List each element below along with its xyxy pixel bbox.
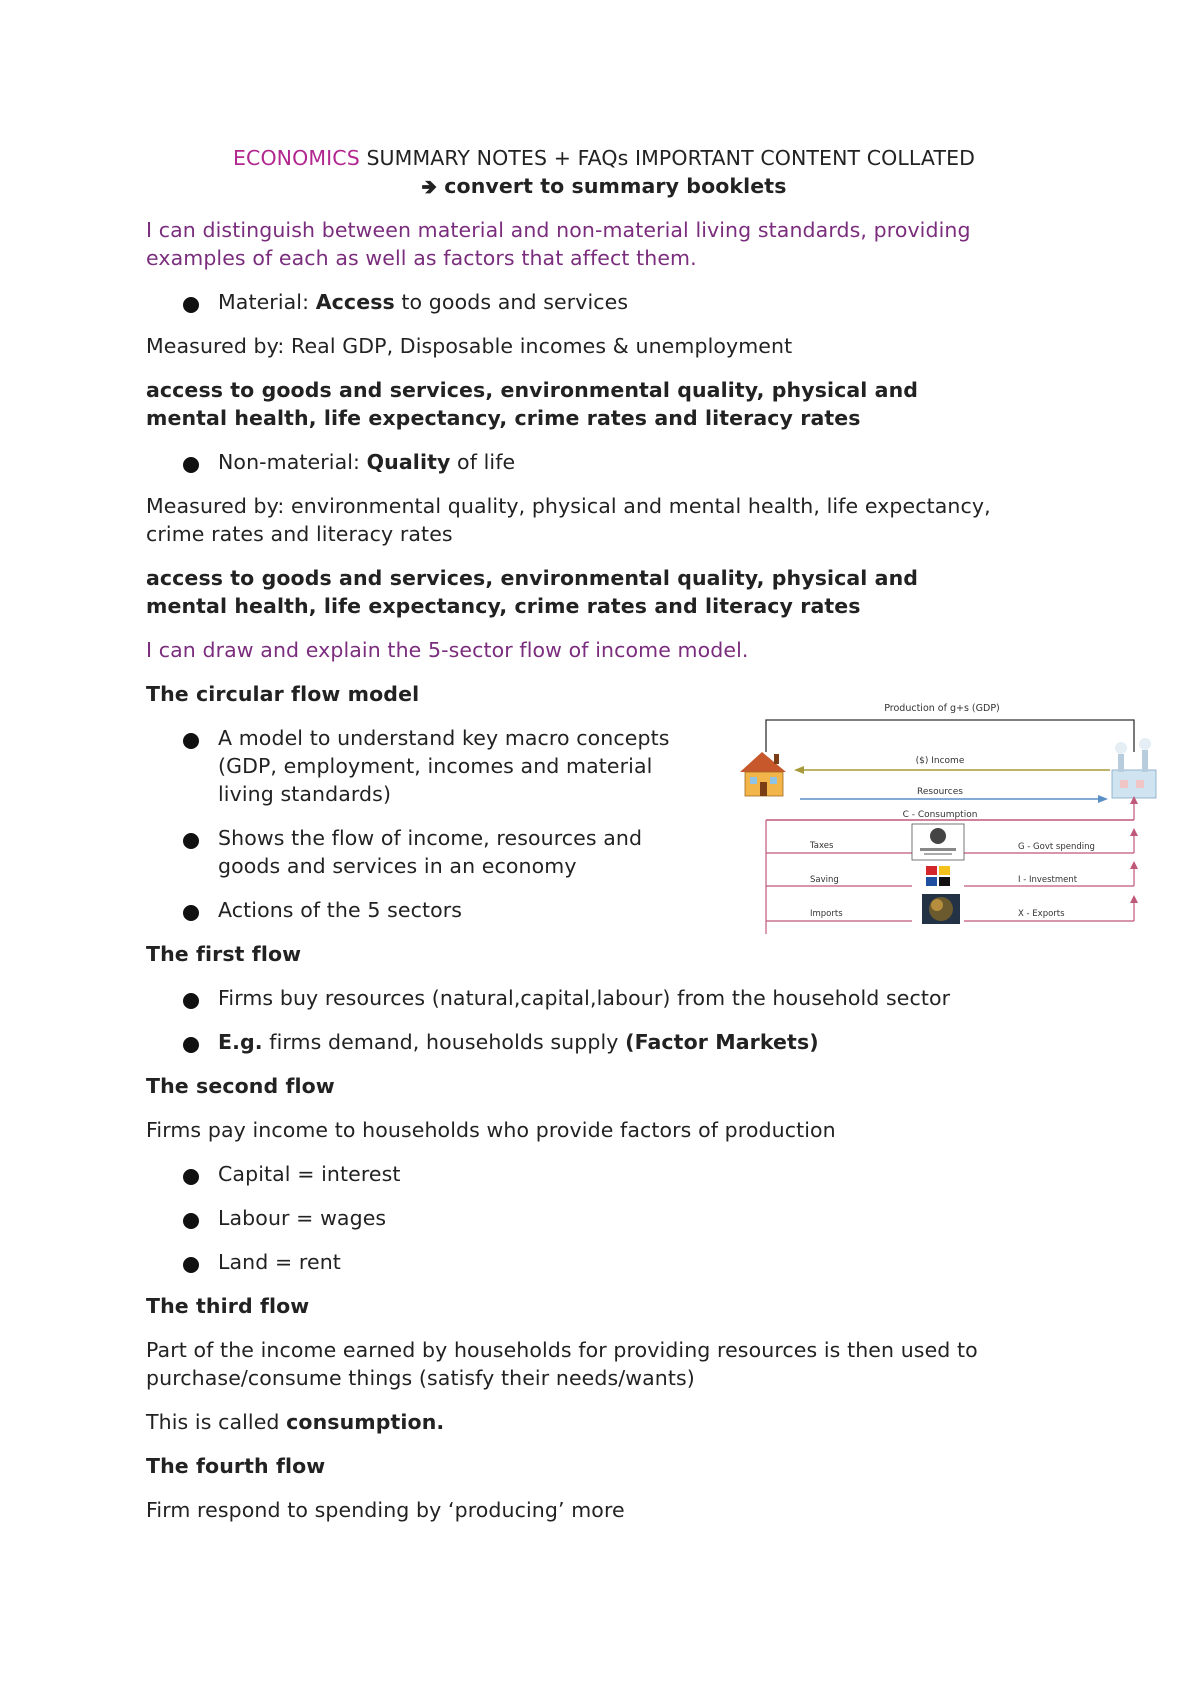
bullet-icon [183, 297, 199, 313]
globe-overseas-icon [922, 894, 960, 924]
bullet-icon [183, 833, 199, 849]
investment-arrowhead [1130, 861, 1138, 869]
nonmaterial-bullet: Non-material: Quality of life [218, 450, 516, 474]
diagram-exports-label: X - Exports [1018, 909, 1065, 919]
second-flow-bullet-capital: Capital = interest [218, 1162, 401, 1186]
heading-third-flow: The third flow [146, 1294, 310, 1318]
goal-statement-1-line1: I can distinguish between material and non-material living standards, providing [146, 218, 971, 242]
bank-logos-icon [926, 866, 950, 886]
diagram-investment-label: I - Investment [1018, 875, 1078, 885]
third-flow-line1: Part of the income earned by households for providing resources is then used to [146, 1338, 978, 1362]
material-measured: Measured by: Real GDP, Disposable incomes & unemployment [146, 334, 793, 358]
heading-second-flow: The second flow [146, 1074, 335, 1098]
material-bold-line2: mental health, life expectancy, crime rates and literacy rates [146, 406, 861, 430]
material-bullet: Material: Access to goods and services [218, 290, 629, 314]
nonmaterial-measured-line2: crime rates and literacy rates [146, 522, 453, 546]
material-bold-line1: access to goods and services, environmental quality, physical and [146, 378, 919, 402]
third-flow-called: This is called consumption. [146, 1410, 445, 1434]
diagram-saving-label: Saving [810, 875, 839, 885]
second-flow-text: Firms pay income to households who provide factors of production [146, 1118, 836, 1142]
bullet-icon [183, 905, 199, 921]
gov-arrowhead [1130, 828, 1138, 836]
household-house-icon [740, 752, 786, 796]
production-line [766, 720, 1134, 752]
first-flow-bullet-1: Firms buy resources (natural,capital,labour) from the household sector [218, 986, 951, 1010]
circular-bullet-1-line1: A model to understand key macro concepts [218, 726, 670, 750]
bullet-icon [183, 457, 199, 473]
document-title [0, 144, 1200, 172]
circular-bullet-2-line2: goods and services in an economy [218, 854, 577, 878]
nonmaterial-bold-line2: mental health, life expectancy, crime rates and literacy rates [146, 594, 861, 618]
second-flow-bullet-labour: Labour = wages [218, 1206, 387, 1230]
diagram-top-label: Production of g+s (GDP) [884, 703, 1000, 714]
nonmaterial-bold-line1: access to goods and services, environmental quality, physical and [146, 566, 919, 590]
third-flow-line2: purchase/consume things (satisfy their needs/wants) [146, 1366, 695, 1390]
income-arrowhead [794, 766, 804, 774]
title-economics: ECONOMICS [232, 146, 360, 170]
goal-statement-1-line2: examples of each as well as factors that affect them. [146, 246, 697, 270]
circular-bullet-1-line2: (GDP, employment, incomes and material [218, 754, 653, 778]
heading-circular-flow: The circular flow model [146, 682, 420, 706]
diagram-gov-label: G - Govt spending [1018, 842, 1095, 852]
circular-bullet-3: Actions of the 5 sectors [218, 898, 463, 922]
circular-flow-diagram [740, 700, 1160, 935]
bullet-icon [183, 733, 199, 749]
first-flow-bullet-2: E.g. firms demand, households supply (Factor Markets) [218, 1030, 819, 1054]
goal-statement-2: I can draw and explain the 5-sector flow of income model. [146, 638, 749, 662]
diagram-taxes-label: Taxes [810, 841, 834, 851]
second-flow-bullet-land: Land = rent [218, 1250, 341, 1274]
diagram-resources-label: Resources [917, 787, 963, 797]
diagram-income-label: ($) Income [915, 756, 965, 766]
nonmaterial-measured-line1: Measured by: environmental quality, physical and mental health, life expectancy, [146, 494, 991, 518]
diagram-consumption-label: C - Consumption [902, 810, 978, 820]
circular-bullet-1-line3: living standards) [218, 782, 392, 806]
circular-bullet-2-line1: Shows the flow of income, resources and [218, 826, 643, 850]
diagram-imports-label: Imports [810, 909, 843, 919]
arrow-icon: 🡺 [421, 176, 438, 198]
bullet-icon [183, 1213, 199, 1229]
heading-first-flow: The first flow [146, 942, 302, 966]
exports-arrowhead [1130, 895, 1138, 903]
bullet-icon [183, 993, 199, 1009]
bullet-icon [183, 1169, 199, 1185]
bullet-icon [183, 1257, 199, 1273]
resources-arrowhead [1098, 795, 1108, 803]
title-rest: SUMMARY NOTES + FAQs IMPORTANT CONTENT COLLATED [359, 146, 976, 170]
document-subtitle: 🡺 convert to summary booklets [421, 174, 787, 198]
fourth-flow-text: Firm respond to spending by ‘producing’ more [146, 1498, 625, 1522]
heading-fourth-flow: The fourth flow [146, 1454, 326, 1478]
bullet-icon [183, 1037, 199, 1053]
government-crest-icon [912, 824, 964, 860]
